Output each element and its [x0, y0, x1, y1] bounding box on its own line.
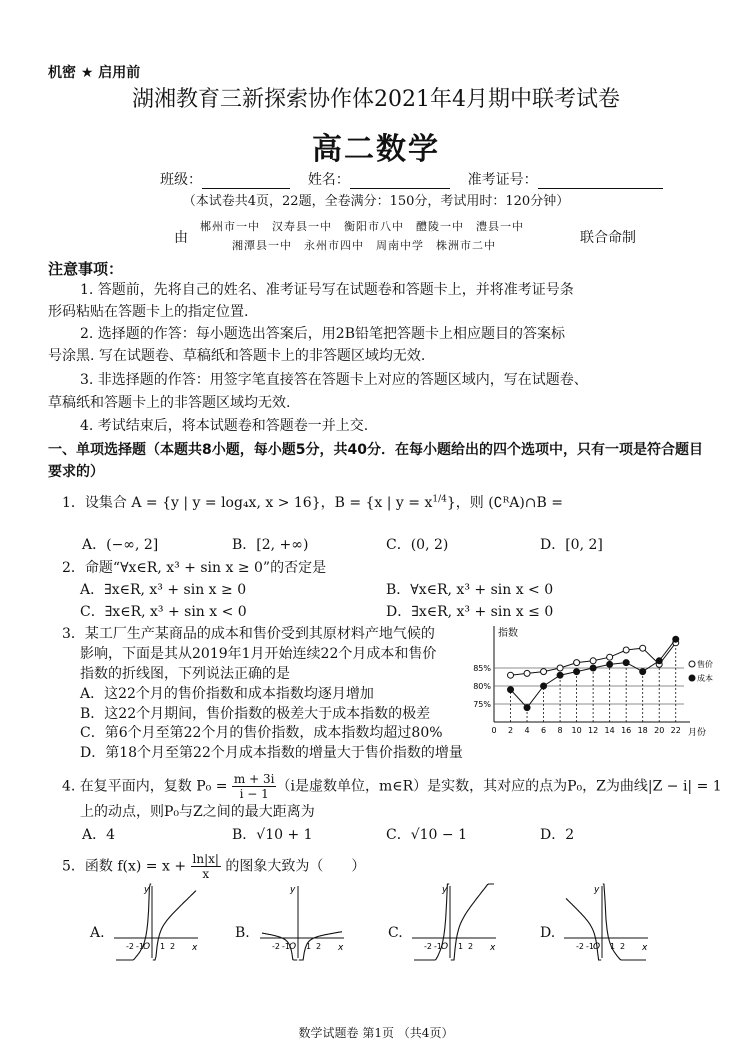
q3-option-c[interactable]: C．第6个月至第22个月的售价指数，成本指数均超过80%: [80, 725, 443, 741]
q5-option-d-label[interactable]: D.: [540, 925, 556, 941]
q3-line-chart: [470, 622, 715, 742]
x-tick-label: 2: [507, 726, 514, 735]
class-label: 班级：: [160, 172, 202, 188]
subject-title: 高二数学: [312, 132, 440, 167]
x-tick-label: -2: [126, 942, 134, 951]
y-tick-label: 75%: [473, 700, 491, 709]
q1-stem-a: 1．设集合 A = {y | y = log₄x, x > 16}，B = {x | y = x: [62, 495, 433, 511]
x-tick-label: 4: [524, 726, 530, 735]
question-1-stem: [62, 492, 563, 512]
data-point: [541, 669, 547, 675]
y-axis-label: 指数: [498, 628, 518, 639]
x-tick-label: -1: [282, 942, 290, 951]
q3-line: 影响，下面是其从2019年1月开始连续22个月成本和售价: [80, 646, 437, 662]
y-axis-label: y: [290, 885, 296, 895]
q1-option-a[interactable]: A．(−∞, 2]: [82, 537, 159, 553]
q5-option-a-label[interactable]: A.: [90, 925, 105, 941]
data-point: [524, 705, 530, 711]
x-axis-label: x: [642, 943, 648, 953]
y-tick-label: 85%: [473, 664, 491, 673]
name-field[interactable]: [350, 174, 450, 189]
x-tick-label: 1: [610, 942, 616, 951]
y-axis-label: y: [144, 885, 150, 895]
data-point: [590, 665, 596, 671]
data-point: [607, 654, 613, 660]
x-tick-label: -2: [576, 942, 584, 951]
data-point: [557, 665, 563, 671]
q2-option-c[interactable]: C．∃x∈R, x³ + sin x < 0: [80, 604, 247, 620]
data-point: [623, 647, 629, 653]
q3-option-b[interactable]: B．这22个月期间，售价指数的极差大于成本指数的极差: [80, 706, 431, 722]
q5-stem-a: 5．函数 f(x) = x +: [62, 858, 191, 875]
q5-graph-b[interactable]: [258, 882, 348, 962]
q5-graph-a[interactable]: [112, 882, 202, 962]
y-tick-label: 80%: [473, 682, 491, 691]
q4-option-d[interactable]: D．2: [540, 827, 575, 843]
x-axis-label: x: [192, 943, 198, 953]
q5-graph-d[interactable]: [562, 882, 652, 962]
q3-line: 指数的折线图，下列说法正确的是: [80, 666, 290, 682]
x-tick-label: 22: [670, 726, 681, 735]
origin-label: O: [143, 942, 151, 952]
notice-item: 3. 非选择题的作答：用签字笔直接答在答题卡上对应的答题区域内，写在试题卷、: [80, 372, 588, 388]
q5-stem-b: 的图象大致为（ ）: [220, 858, 366, 875]
notice-item: 草稿纸和答题卡上的非答题区域均无效.: [48, 395, 291, 411]
x-tick-label: -2: [272, 942, 280, 951]
x-tick-label: 10: [571, 726, 582, 735]
x-tick-label: -1: [136, 942, 144, 951]
q2-option-b[interactable]: B．∀x∈R, x³ + sin x < 0: [386, 582, 554, 598]
q2-option-d[interactable]: D．∃x∈R, x³ + sin x ≤ 0: [386, 604, 554, 620]
x-tick-label: 2: [170, 942, 176, 951]
notice-item: 2. 选择题的作答：每小题选出答案后，用2B铅笔把答题卡上相应题目的答案标: [80, 326, 566, 342]
data-point: [574, 660, 580, 666]
x-tick-label: -2: [424, 942, 432, 951]
legend-marker: [689, 661, 695, 667]
question-4-stem: [62, 772, 722, 801]
x-tick-label: 20: [654, 726, 665, 735]
q5-option-c-label[interactable]: C.: [388, 925, 403, 941]
data-point: [508, 687, 514, 693]
origin-label: O: [441, 942, 449, 952]
data-point: [673, 636, 679, 642]
q3-line: 3．某工厂生产某商品的成本和售价受到其原材料产地气候的: [62, 626, 435, 642]
legend-label: 成本: [697, 674, 713, 683]
legend-label: 售价: [697, 660, 713, 669]
y-axis-label: y: [442, 885, 448, 895]
class-field[interactable]: [202, 174, 290, 189]
q1-option-d[interactable]: D．[0, 2]: [540, 537, 603, 553]
x-axis-label: x: [338, 943, 344, 953]
x-tick-label: -1: [586, 942, 594, 951]
q4-numerator: m + 3i: [233, 772, 275, 786]
x-axis-label: 月份: [688, 728, 707, 738]
notice-item: 4. 考试结束后，将本试题卷和答题卷一并上交.: [80, 418, 369, 434]
x-tick-label: 2: [620, 942, 626, 951]
x-tick-label: 2: [316, 942, 322, 951]
student-info-fields: [160, 169, 663, 189]
q4-stem-c: 上的动点，则P₀与Z之间的最大距离为: [80, 804, 315, 820]
x-tick-label: 1: [160, 942, 166, 951]
x-tick-label: 12: [588, 726, 599, 735]
exam-title: 湖湘教育三新探索协作体2021年4月期中联考试卷: [132, 87, 620, 112]
q5-graph-c[interactable]: [410, 882, 500, 962]
q1-option-b[interactable]: B．[2, +∞): [232, 537, 309, 553]
name-label: 姓名：: [307, 172, 350, 188]
x-tick-label: -1: [434, 942, 442, 951]
data-point: [607, 661, 613, 667]
joint-label: 联合命制: [580, 230, 636, 246]
secrecy-label: 机密 ★ 启用前: [48, 65, 141, 81]
origin-label: O: [593, 942, 601, 952]
x-tick-label: 18: [637, 726, 648, 735]
q4-option-a[interactable]: A．4: [82, 827, 116, 843]
page-footer: 数学试题卷 第1页 （共4页）: [298, 1026, 454, 1040]
x-tick-label: 8: [557, 726, 563, 735]
id-label: 准考证号：: [467, 172, 538, 188]
data-point: [557, 672, 563, 678]
x-axis-label: x: [490, 943, 496, 953]
origin-label: O: [289, 942, 297, 952]
legend-marker: [689, 675, 695, 681]
data-point: [640, 669, 646, 675]
data-point: [541, 683, 547, 689]
x-tick-label: 1: [458, 942, 464, 951]
question-5-stem: [62, 852, 365, 881]
q2-option-a[interactable]: A．∃x∈R, x³ + sin x ≥ 0: [80, 582, 247, 598]
q1-exponent: 1/4: [432, 494, 447, 505]
data-point: [656, 658, 662, 664]
q3-option-d[interactable]: D．第18个月至第22个月成本指数的增量大于售价指数的增量: [80, 745, 463, 761]
id-field[interactable]: [538, 174, 663, 189]
y-axis-label: y: [594, 885, 600, 895]
exam-meta: （本试卷共4页，22题，全卷满分：150分，考试用时：120分钟）: [182, 194, 570, 209]
notice-heading: 注意事项：: [48, 260, 124, 278]
q5-option-b-label[interactable]: B.: [235, 925, 250, 941]
q5-denominator: x: [202, 867, 210, 881]
schools-row-2: 湘潭县一中 永州市四中 周南中学 株洲市二中: [232, 239, 496, 252]
notice-item: 1. 答题前，先将自己的姓名、准考证号写在试题卷和答题卡上，并将准考证号条: [80, 282, 574, 298]
notice-item: 号涂黑. 写在试题卷、草稿纸和答题卡上的非答题区域均无效.: [48, 348, 426, 364]
q4-stem-a: 4. 在复平面内，复数 P₀ =: [62, 778, 232, 795]
q4-denominator: i − 1: [239, 787, 269, 801]
q1-option-c[interactable]: C．(0, 2): [386, 537, 449, 553]
section-1-heading: 一、单项选择题（本题共8小题，每小题5分，共40分．在每小题给出的四个选项中，只有一项是符合题目要求的）: [48, 442, 703, 480]
data-point: [590, 658, 596, 664]
q5-numerator: ln|x|: [192, 852, 219, 866]
x-tick-label: 14: [604, 726, 615, 735]
x-tick-label: 1: [306, 942, 312, 951]
data-point: [574, 669, 580, 675]
x-tick-label: 6: [541, 726, 547, 735]
data-point: [623, 660, 629, 666]
notice-item: 形码粘贴在答题卡上的指定位置.: [48, 304, 249, 320]
x-tick-label: 0: [491, 726, 497, 735]
question-2-stem: 2．命题“∀x∈R, x³ + sin x ≥ 0”的否定是: [62, 560, 327, 576]
data-point: [508, 672, 514, 678]
data-point: [524, 670, 530, 676]
x-tick-label: 2: [468, 942, 474, 951]
data-point: [640, 645, 646, 651]
x-tick-label: 16: [621, 726, 632, 735]
q1-stem-b: }，则 (∁ᴿA)∩B =: [446, 495, 563, 511]
by-label: 由: [174, 230, 188, 246]
q4-option-b[interactable]: B．√10 + 1: [232, 827, 313, 843]
q3-option-a[interactable]: A．这22个月的售价指数和成本指数均逐月增加: [80, 686, 374, 702]
q4-option-c[interactable]: C．√10 − 1: [386, 827, 467, 843]
q4-stem-b: （i是虚数单位，m∈R）是实数，其对应的点为P₀，Z为曲线|Z − i| = 1: [276, 778, 722, 795]
schools-row-1: 郴州市一中 汉寿县一中 衡阳市八中 醴陵一中 澧县一中: [200, 220, 524, 233]
